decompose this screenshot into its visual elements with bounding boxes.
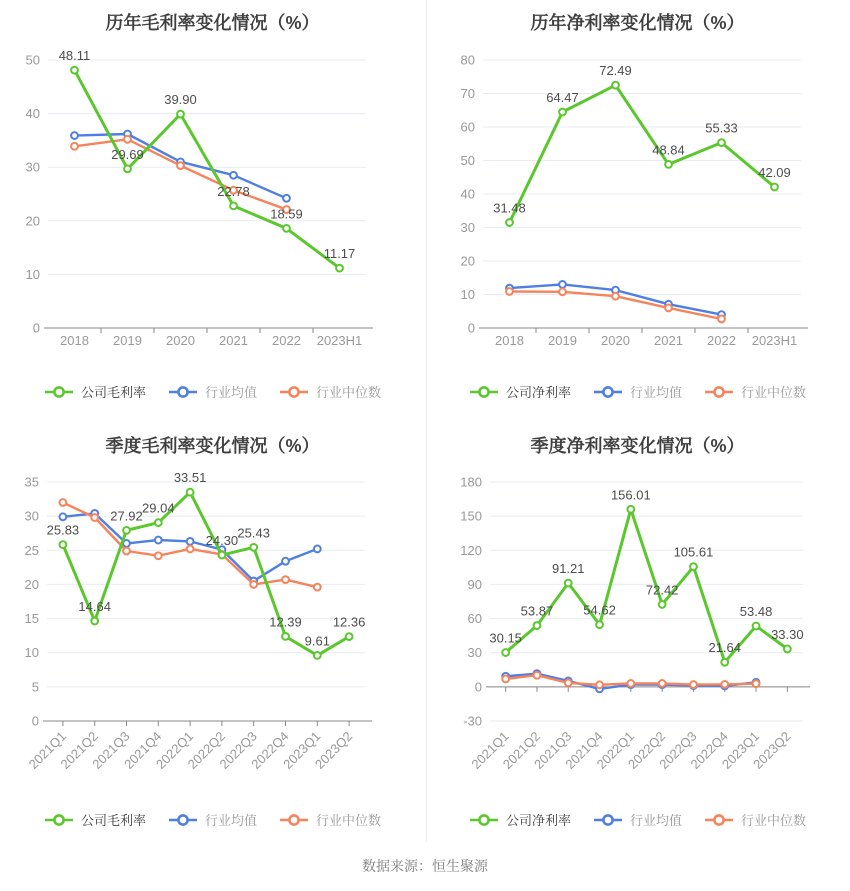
series-line (63, 492, 349, 655)
data-label: 24.30 (205, 533, 239, 549)
legend-item (168, 382, 257, 401)
data-label: 33.51 (173, 470, 207, 486)
data-point-marker (718, 316, 725, 323)
series-line (510, 85, 775, 222)
data-point-marker (314, 584, 321, 591)
legend-item (168, 810, 257, 829)
data-label: 105.61 (673, 544, 714, 560)
data-label: 64.47 (546, 90, 579, 106)
y-tick-label: 0 (31, 713, 39, 729)
data-label: 42.09 (758, 164, 791, 180)
annual-net-margin-chart (425, 40, 850, 354)
data-point-marker (282, 558, 289, 565)
x-tick-label: 2021Q2 (499, 728, 544, 772)
y-tick-label: 90 (467, 576, 482, 592)
data-point-marker (60, 541, 67, 548)
y-tick-label: 5 (31, 679, 39, 695)
data-point-marker (187, 489, 194, 496)
x-tick-label: 2021 (654, 333, 683, 348)
legend-line-marker-icon (704, 813, 734, 827)
legend-label: 行业均值 (629, 813, 682, 828)
chart-panel-quarterly-gross-margin (0, 420, 425, 842)
data-point-marker (177, 111, 184, 118)
legend-line-marker-icon (469, 385, 499, 399)
data-label: 11.17 (323, 246, 356, 262)
legend-line-marker-icon (279, 813, 309, 827)
data-label: 156.01 (610, 487, 651, 503)
x-tick-label: 2023Q2 (311, 728, 356, 772)
data-point-marker (230, 172, 237, 179)
data-label: 39.90 (164, 92, 197, 108)
data-point-marker (71, 143, 78, 150)
chart-title: 历年毛利率变化情况（%） (105, 13, 320, 33)
legend-label: 行业中位数 (741, 385, 807, 400)
data-point-marker (784, 646, 791, 653)
y-tick-label: 10 (25, 266, 40, 282)
data-point-marker (659, 601, 666, 608)
y-tick-label: 40 (25, 106, 40, 122)
chart-legend (44, 382, 381, 401)
data-point-marker (534, 672, 541, 679)
data-point-marker (283, 225, 290, 232)
legend-label: 公司毛利率 (80, 813, 146, 828)
chart-panel-quarterly-net-margin (425, 420, 850, 842)
data-source-note: 数据来源：恒生聚源 (362, 858, 488, 874)
data-label: 31.48 (493, 200, 526, 216)
y-tick-label: 60 (460, 119, 475, 135)
data-point-marker (60, 499, 67, 506)
data-label: 48.11 (58, 48, 91, 64)
data-label: 22.78 (217, 183, 250, 199)
y-tick-label: 180 (460, 474, 482, 490)
data-label: 25.83 (46, 522, 80, 538)
data-label: 18.59 (270, 206, 303, 222)
x-tick-label: 2021Q3 (531, 728, 575, 772)
x-tick-label: 2021 (219, 333, 248, 348)
data-point-marker (314, 546, 321, 553)
data-label: 54.62 (583, 602, 616, 618)
chart-title: 季度净利率变化情况（%） (530, 436, 745, 456)
data-point-marker (690, 563, 697, 570)
y-tick-label: 30 (25, 159, 40, 175)
legend-item (44, 382, 146, 401)
data-point-marker (534, 622, 541, 629)
y-tick-label: 150 (460, 508, 482, 524)
y-tick-label: 0 (467, 320, 475, 336)
data-point-marker (559, 281, 566, 288)
data-label: 91.21 (551, 561, 585, 577)
quarterly-gross-margin-chart (0, 470, 425, 784)
legend-item (593, 382, 682, 401)
data-point-marker (282, 633, 289, 640)
data-point-marker (283, 195, 290, 202)
legend-item (279, 382, 381, 401)
legend-item (469, 810, 571, 829)
x-tick-label: 2021Q4 (121, 728, 165, 772)
y-tick-label: 80 (460, 52, 475, 68)
legend-label: 公司毛利率 (80, 385, 146, 400)
legend-line-marker-icon (704, 385, 734, 399)
data-label: 53.48 (739, 603, 773, 619)
data-point-marker (155, 537, 162, 544)
x-tick-label: 2023H1 (316, 333, 363, 348)
data-point-marker (219, 552, 226, 559)
legend-label: 行业均值 (204, 813, 257, 828)
data-point-marker (559, 109, 566, 116)
x-tick-label: 2022Q4 (687, 728, 731, 772)
legend-line-marker-icon (279, 385, 309, 399)
data-point-marker (612, 82, 619, 89)
data-point-marker (506, 219, 513, 226)
data-point-marker (502, 675, 509, 682)
data-point-marker (123, 548, 130, 555)
data-point-marker (230, 202, 237, 209)
x-tick-label: 2023Q1 (280, 728, 324, 772)
y-tick-label: 20 (460, 253, 475, 269)
data-point-marker (282, 576, 289, 583)
data-point-marker (60, 513, 67, 520)
x-tick-label: 2022 (272, 333, 301, 348)
data-label: 27.92 (110, 508, 143, 524)
data-point-marker (565, 679, 572, 686)
x-tick-label: 2021Q4 (562, 728, 606, 772)
data-label: 30.15 (489, 630, 522, 646)
data-point-marker (502, 649, 509, 656)
y-tick-label: 10 (24, 645, 39, 661)
data-point-marker (506, 288, 513, 295)
y-tick-label: 15 (24, 611, 39, 627)
data-point-marker (187, 546, 194, 553)
data-point-marker (91, 618, 98, 625)
y-tick-label: 35 (24, 474, 39, 490)
x-tick-label: 2022Q3 (656, 728, 700, 772)
y-tick-label: 60 (467, 611, 482, 627)
x-tick-label: 2021Q1 (25, 728, 70, 772)
chart-title: 历年净利率变化情况（%） (530, 13, 745, 33)
x-tick-label: 2022Q4 (248, 728, 292, 772)
legend-item (279, 810, 381, 829)
legend-label: 行业中位数 (316, 385, 382, 400)
chart-legend (469, 810, 806, 829)
y-tick-label: 25 (24, 542, 39, 558)
data-point-marker (721, 659, 728, 666)
data-point-marker (612, 293, 619, 300)
chart-legend (44, 810, 381, 829)
data-point-marker (155, 552, 162, 559)
data-point-marker (596, 681, 603, 688)
chart-legend (469, 382, 806, 401)
chart-title: 季度毛利率变化情况（%） (105, 436, 320, 456)
y-tick-label: 30 (24, 508, 39, 524)
y-tick-label: 0 (32, 320, 40, 336)
legend-item (593, 810, 682, 829)
legend-line-marker-icon (44, 813, 74, 827)
data-point-marker (718, 139, 725, 146)
quarterly-net-margin-chart (425, 470, 850, 784)
data-point-marker (627, 680, 634, 687)
legend-item (704, 382, 806, 401)
data-point-marker (250, 544, 257, 551)
x-tick-label: 2022Q3 (216, 728, 260, 772)
legend-line-marker-icon (168, 813, 198, 827)
legend-label: 公司净利率 (505, 813, 571, 828)
data-label: 25.43 (237, 525, 270, 541)
y-tick-label: 10 (460, 287, 475, 302)
x-tick-label: 2019 (113, 333, 142, 348)
annual-gross-margin-chart (0, 40, 425, 354)
data-point-marker (596, 621, 603, 628)
data-point-marker (721, 681, 728, 688)
y-tick-label: 40 (460, 186, 475, 202)
data-point-marker (753, 623, 760, 630)
data-point-marker (71, 132, 78, 139)
data-point-marker (124, 165, 131, 172)
legend-label: 公司净利率 (505, 385, 571, 400)
legend-line-marker-icon (469, 813, 499, 827)
x-tick-label: 2023H1 (751, 333, 798, 348)
x-tick-label: 2020 (601, 333, 630, 348)
legend-label: 行业均值 (629, 385, 682, 400)
x-tick-label: 2023Q1 (718, 728, 763, 772)
data-label: 48.84 (652, 142, 685, 158)
data-point-marker (559, 288, 566, 295)
y-tick-label: 70 (460, 86, 475, 101)
legend-label: 行业中位数 (316, 813, 382, 828)
data-point-marker (665, 161, 672, 168)
data-point-marker (91, 514, 98, 521)
data-label: 9.61 (304, 633, 330, 649)
legend-item (704, 810, 806, 829)
data-point-marker (187, 538, 194, 545)
data-label: 72.42 (645, 582, 679, 598)
y-tick-label: 20 (25, 213, 40, 229)
legend-line-marker-icon (593, 813, 623, 827)
data-point-marker (123, 527, 130, 534)
y-tick-label: 20 (24, 576, 39, 592)
series-line (75, 139, 287, 209)
legend-label: 行业中位数 (741, 813, 807, 828)
legend-line-marker-icon (44, 385, 74, 399)
y-tick-label: 30 (467, 645, 482, 661)
data-point-marker (665, 305, 672, 312)
data-point-marker (659, 680, 666, 687)
chart-panel-annual-gross-margin (0, 0, 425, 420)
x-tick-label: 2022Q1 (152, 728, 197, 772)
y-tick-label: 50 (460, 153, 475, 168)
data-label: 21.64 (708, 640, 742, 656)
legend-item (469, 382, 571, 401)
data-point-marker (627, 506, 634, 513)
data-label: 12.39 (269, 614, 302, 630)
x-tick-label: 2022Q2 (184, 728, 229, 772)
data-label: 14.64 (78, 599, 111, 615)
x-tick-label: 2022Q2 (624, 728, 669, 772)
data-point-marker (71, 67, 78, 74)
data-label: 29.69 (111, 146, 144, 162)
data-point-marker (346, 633, 353, 640)
data-label: 12.36 (332, 614, 366, 630)
legend-label: 行业均值 (204, 385, 257, 400)
chart-panel-annual-net-margin (425, 0, 850, 420)
x-tick-label: 2021Q3 (89, 728, 133, 772)
x-tick-label: 2018 (495, 333, 524, 348)
column-divider (426, 0, 427, 842)
data-label: 72.49 (599, 63, 632, 79)
y-tick-label: 50 (25, 52, 40, 68)
x-tick-label: 2020 (166, 333, 195, 348)
x-tick-label: 2023Q2 (750, 728, 794, 772)
y-tick-label: 30 (460, 220, 475, 235)
x-tick-label: 2021Q2 (57, 728, 101, 772)
data-label: 53.87 (520, 603, 554, 619)
data-point-marker (565, 580, 572, 587)
data-point-marker (771, 184, 778, 191)
y-tick-label: 0 (474, 679, 482, 695)
x-tick-label: 2022 (707, 333, 736, 348)
x-tick-label: 2018 (60, 333, 89, 348)
legend-item (44, 810, 146, 829)
data-label: 29.04 (142, 500, 175, 516)
y-tick-label: 120 (460, 542, 482, 558)
data-point-marker (314, 652, 321, 659)
data-point-marker (155, 519, 162, 526)
legend-line-marker-icon (168, 385, 198, 399)
data-point-marker (753, 680, 760, 687)
data-label: 33.30 (771, 626, 804, 642)
data-point-marker (124, 136, 131, 143)
data-label: 55.33 (705, 120, 738, 136)
data-point-marker (336, 265, 343, 272)
x-tick-label: 2019 (548, 333, 577, 348)
x-tick-label: 2022Q1 (593, 728, 637, 772)
data-point-marker (177, 162, 184, 169)
x-tick-label: 2021Q1 (468, 728, 512, 772)
y-tick-label: -30 (463, 713, 482, 729)
data-point-marker (690, 681, 697, 688)
data-point-marker (250, 581, 257, 588)
legend-line-marker-icon (593, 385, 623, 399)
